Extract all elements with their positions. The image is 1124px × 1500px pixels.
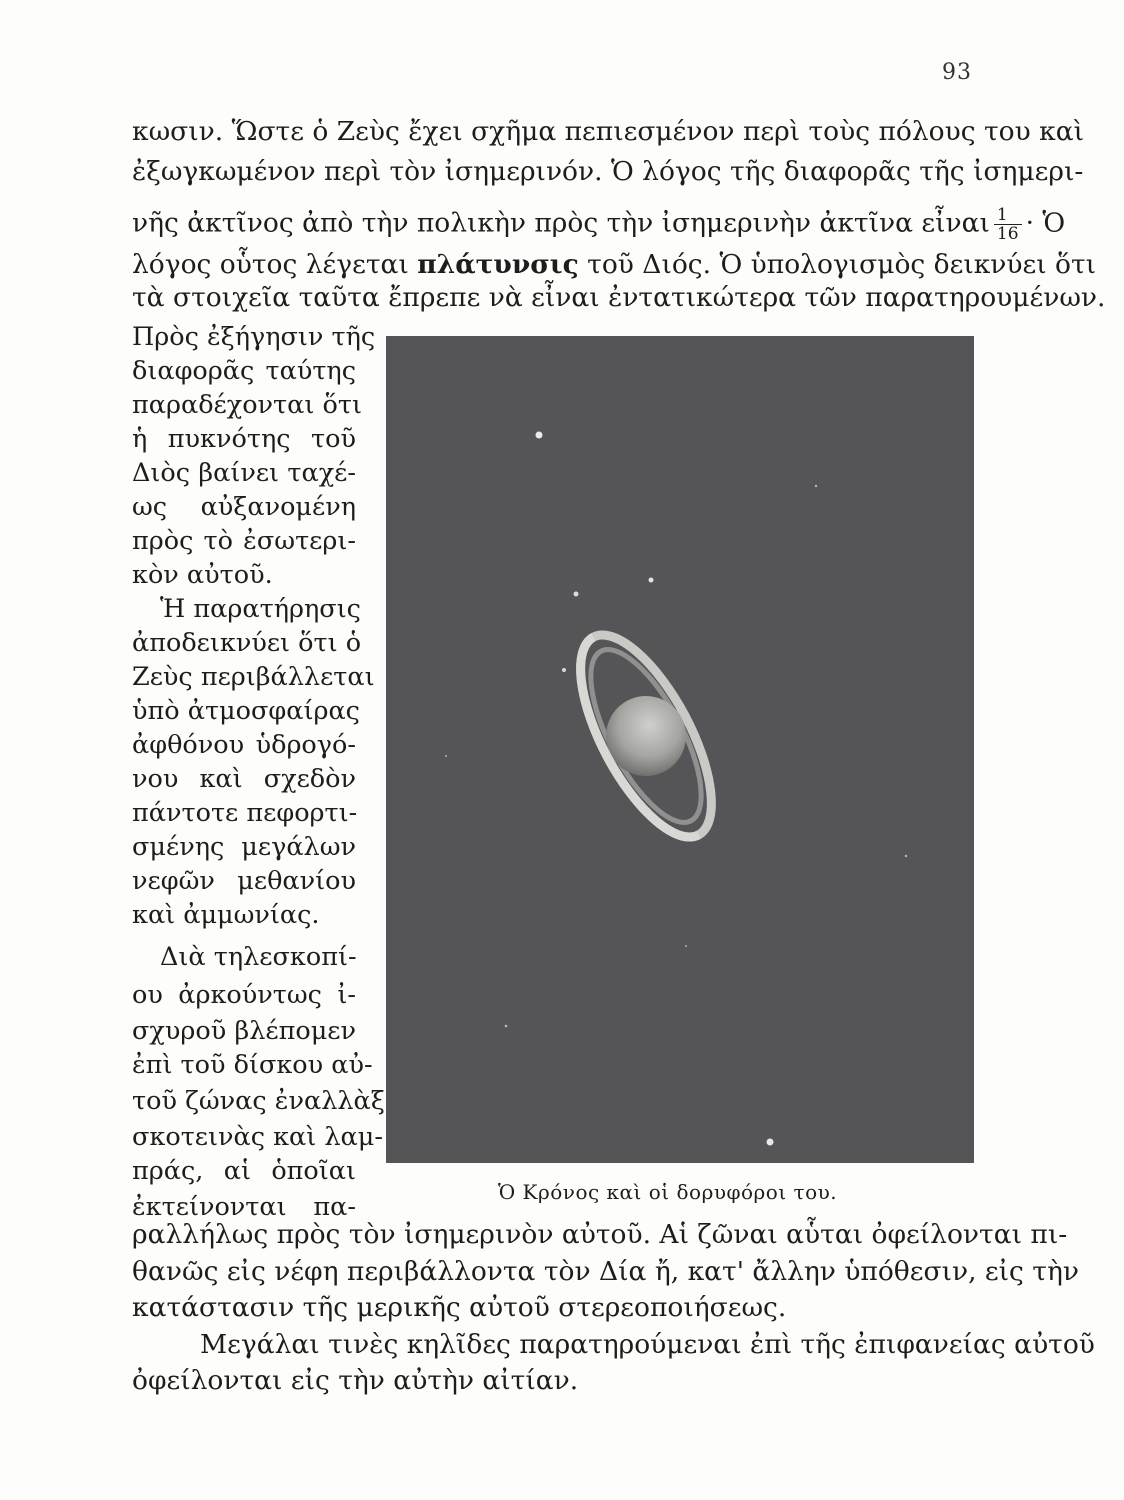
column-line: ἡ πυκνότης τοῦ (132, 424, 356, 454)
saturn-image (386, 336, 974, 1163)
column-line: παραδέχονται ὅτι (132, 390, 362, 420)
paragraph-1-line-1: κωσιν. Ὥστε ὁ Ζεὺς ἔχει σχῆμα πεπιεσμένον περὶ τοὺς πόλους του καὶ (132, 116, 1084, 147)
paragraph-1-line-4 (132, 249, 1097, 280)
moon-dot (649, 578, 654, 583)
column-line: ἀφθόνου ὑδρογό- (132, 730, 356, 760)
column-line: Ζεὺς περιβάλλεται (132, 662, 375, 692)
column-line: Πρὸς ἐξήγησιν τῆς (132, 322, 376, 352)
paragraph-2-line-2: θανῶς εἰς νέφη περιβάλλοντα τὸν Δία ἤ, κατ' ἄλλην ὑπόθεσιν, εἰς τὴν (132, 1256, 1079, 1287)
column-line: ἐκτείνονται πα- (132, 1192, 356, 1222)
paragraph-3-line-2: ὀφείλονται εἰς τὴν αὐτὴν αἰτίαν. (132, 1365, 579, 1396)
column-line: σκοτεινὰς καὶ λαμ- (132, 1122, 383, 1152)
column-line: νου καὶ σχεδὸν (132, 764, 356, 794)
column-line: νεφῶν μεθανίου (132, 866, 356, 896)
fraction-numerator: 1 (994, 206, 1022, 225)
star-dot (685, 945, 687, 947)
star-dot (445, 755, 447, 757)
fraction-one-sixteenth (994, 206, 1022, 243)
paragraph-1-line-5: τὰ στοιχεῖα ταῦτα ἔπρεπε νὰ εἶναι ἐντατικώτερα τῶν παρατηρουμένων. (132, 282, 1106, 313)
star-dot (905, 855, 907, 857)
paragraph-1-line-4-end: τοῦ Διός. Ὁ ὑπολογισμὸς δεικνύει ὅτι (587, 249, 1097, 280)
column-line: κὸν αὐτοῦ. (132, 560, 273, 590)
column-line: διαφορᾶς ταύτης (132, 356, 356, 386)
star-dot (505, 1025, 508, 1028)
term-platynsis: πλάτυνσις (417, 249, 579, 280)
page-number: 93 (942, 60, 972, 85)
moon-dot (574, 592, 579, 597)
column-line: Διὸς βαίνει ταχέ- (132, 458, 356, 488)
column-line: ως αὐξανομένη (132, 492, 356, 522)
column-line: ἐπὶ τοῦ δίσκου αὐ- (132, 1050, 373, 1080)
column-line: πράς, αἱ ὁποῖαι (132, 1156, 356, 1186)
column-line: ου ἀρκούντως ἰ- (132, 980, 356, 1010)
column-line: σχυροῦ βλέπομεν (132, 1016, 356, 1046)
saturn-photograph (386, 336, 974, 1163)
column-line: καὶ ἀμμωνίας. (132, 900, 320, 930)
paragraph-1-line-3-end: · Ὁ (1025, 207, 1066, 239)
paragraph-3-line-1: Μεγάλαι τινὲς κηλῖδες παρατηρούμεναι ἐπὶ τῆς ἐπιφανείας αὐτοῦ (200, 1329, 1095, 1360)
column-line: Ἡ παρατήρησις (160, 594, 361, 624)
paragraph-1-line-4-start: λόγος οὗτος λέγεται (132, 249, 409, 280)
moon-dot (767, 1139, 774, 1146)
moon-dot (536, 432, 543, 439)
column-line: σμένης μεγάλων (132, 832, 356, 862)
figure-caption: Ὁ Κρόνος καὶ οἱ δορυφόροι του. (498, 1180, 838, 1204)
paragraph-1-line-2: ἐξωγκωμένον περὶ τὸν ἰσημερινόν. Ὁ λόγος τῆς διαφορᾶς τῆς ἰσημερι- (132, 156, 1084, 187)
column-line: Διὰ τηλεσκοπί- (160, 942, 357, 972)
paragraph-1-line-3 (132, 205, 1066, 244)
paragraph-2-line-3: κατάστασιν τῆς μερικῆς αὐτοῦ στερεοποιήσεως. (132, 1292, 787, 1323)
moon-dot (562, 668, 566, 672)
fraction-denominator: 16 (996, 224, 1019, 244)
paragraph-1-line-3-text: νῆς ἀκτῖνος ἀπὸ τὴν πολικὴν πρὸς τὴν ἰσημερινὴν ἀκτῖνα εἶναι (132, 207, 990, 239)
column-line: ὑπὸ ἀτμοσφαίρας (132, 696, 360, 726)
star-dot (815, 485, 817, 487)
column-line: τοῦ ζώνας ἐναλλὰξ (132, 1086, 385, 1116)
column-line: πρὸς τὸ ἐσωτερι- (132, 526, 356, 556)
column-line: ἀποδεικνύει ὅτι ὁ (132, 628, 362, 658)
paragraph-2-line-1: ραλλήλως πρὸς τὸν ἰσημερινὸν αὐτοῦ. Αἱ ζῶναι αὗται ὀφείλονται πι- (132, 1219, 1068, 1250)
column-line: πάντοτε πεφορτι- (132, 798, 358, 828)
